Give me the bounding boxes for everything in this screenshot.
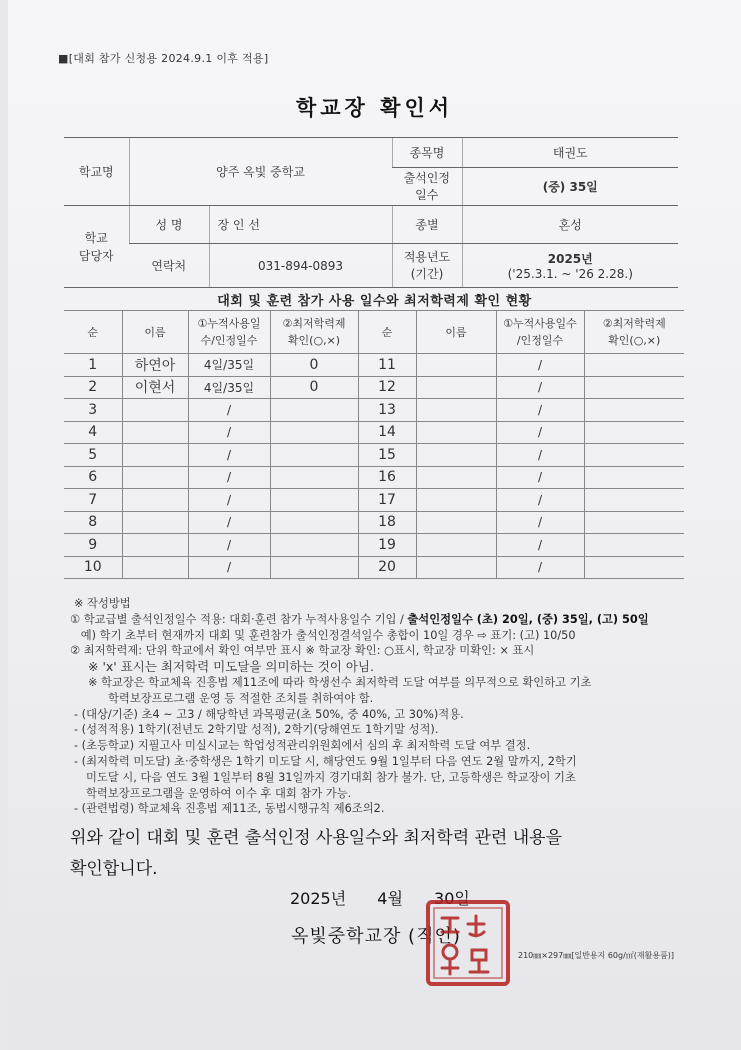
row-no: 10 bbox=[64, 556, 122, 579]
header-no-right: 순 bbox=[358, 311, 416, 354]
row-name bbox=[122, 511, 188, 534]
row-days: / bbox=[188, 489, 270, 512]
row-no: 3 bbox=[64, 399, 122, 422]
row-name bbox=[416, 489, 496, 512]
row-days: / bbox=[188, 444, 270, 467]
row-days: / bbox=[188, 511, 270, 534]
note-7: - (초등학교) 지필고사 미실시교는 학업성적관리위원회에서 심의 후 최저학력 도달 여부 결정. bbox=[74, 739, 531, 753]
row-days: / bbox=[496, 354, 584, 377]
note-8b: 미도달 시, 다음 연도 3월 1일부터 8월 31일까지 경기대회 참가 불가. 단, 고등학생은 학교장이 기초 bbox=[86, 770, 576, 784]
notes-heading: ※ 작성방법 bbox=[74, 597, 131, 610]
table-header-row bbox=[64, 311, 684, 354]
row-days: / bbox=[188, 421, 270, 444]
year-cell bbox=[462, 244, 678, 288]
row-days: / bbox=[496, 466, 584, 489]
row-days: / bbox=[496, 444, 584, 467]
period-value: ('25.3.1. ~ '26 2.28.) bbox=[507, 267, 633, 281]
table-row bbox=[64, 421, 684, 444]
row-name: 이현서 bbox=[122, 376, 188, 399]
row-name bbox=[122, 489, 188, 512]
row-check bbox=[270, 534, 358, 557]
contact-value: 031-894-0893 bbox=[209, 244, 392, 288]
row-no: 12 bbox=[358, 376, 416, 399]
row-no: 15 bbox=[358, 444, 416, 467]
row-check bbox=[584, 444, 684, 467]
row-check bbox=[584, 399, 684, 422]
row-check bbox=[584, 556, 684, 579]
table-row bbox=[64, 444, 684, 467]
gender-label: 종별 bbox=[392, 206, 462, 244]
paper-spec-footer: 210㎜×297㎜[일반용지 60g/㎡(재활용품)] bbox=[518, 951, 675, 960]
manager-label: 학교 담당자 bbox=[64, 206, 129, 288]
row-check bbox=[584, 489, 684, 512]
sport-label: 종목명 bbox=[392, 138, 462, 168]
note-1a: ① 학교급별 출석인정일수 적용: 대회·훈련 참가 누적사용일수 기입 / bbox=[70, 612, 408, 626]
header-days-left: ①누적사용일 수/인정일수 bbox=[188, 311, 270, 354]
row-no: 16 bbox=[358, 466, 416, 489]
header-check-right: ②최저학력제 확인(○,×) bbox=[584, 311, 684, 354]
date-year: 2025년 bbox=[290, 889, 347, 908]
header-days-right: ①누적사용일수 /인정일수 bbox=[496, 311, 584, 354]
row-name bbox=[416, 534, 496, 557]
row-name bbox=[122, 399, 188, 422]
row-no: 5 bbox=[64, 444, 122, 467]
row-no: 20 bbox=[358, 556, 416, 579]
table-row bbox=[64, 534, 684, 557]
contact-label: 연락처 bbox=[129, 244, 209, 288]
table-row bbox=[64, 466, 684, 489]
row-days: 4일/35일 bbox=[188, 354, 270, 377]
date-day: 30일 bbox=[434, 889, 470, 908]
school-seal-stamp bbox=[424, 898, 512, 988]
note-6: - (성적적용) 1학기(전년도 2학기말 성적), 2학기(당해연도 1학기말 성적). bbox=[74, 723, 439, 737]
confirmation-statement bbox=[70, 823, 562, 885]
row-name bbox=[122, 466, 188, 489]
note-8: - (최저학력 미도달) 초·중학생은 1학기 미도달 시, 해당연도 9월 1일부터 다음 연도 2월 말까지, 2학기 bbox=[74, 754, 577, 768]
row-days: / bbox=[496, 421, 584, 444]
row-check bbox=[584, 376, 684, 399]
row-check: 0 bbox=[270, 354, 358, 377]
table-row bbox=[64, 399, 684, 422]
row-no: 7 bbox=[64, 489, 122, 512]
row-check bbox=[584, 421, 684, 444]
principal-signature: 옥빛중학교장 (직인) bbox=[291, 926, 461, 947]
table-row bbox=[64, 556, 684, 579]
row-name bbox=[416, 376, 496, 399]
row-days: / bbox=[188, 534, 270, 557]
row-days: / bbox=[496, 489, 584, 512]
table-row bbox=[64, 376, 684, 399]
table-row bbox=[64, 489, 684, 512]
document-paper bbox=[8, 0, 741, 1050]
gender-value: 혼성 bbox=[462, 206, 678, 244]
row-check bbox=[270, 466, 358, 489]
row-no: 17 bbox=[358, 489, 416, 512]
note-2: ② 최저학력제: 단위 학교에서 확인 여부만 표시 ※ 학교장 확인: ○표시, 학교장 미확인: × 표시 bbox=[70, 644, 535, 658]
row-check: 0 bbox=[270, 376, 358, 399]
row-check bbox=[584, 354, 684, 377]
note-1-bold: 출석인정일수 (초) 20일, (중) 35일, (고) 50일 bbox=[407, 612, 649, 626]
row-name bbox=[416, 354, 496, 377]
row-check bbox=[270, 399, 358, 422]
row-days: 4일/35일 bbox=[188, 376, 270, 399]
row-name bbox=[122, 534, 188, 557]
row-check bbox=[584, 466, 684, 489]
row-check bbox=[270, 556, 358, 579]
header-name-left: 이름 bbox=[122, 311, 188, 354]
note-4: ※ 학교장은 학교체육 진흥법 제11조에 따라 학생선수 최저학력 도달 여부를 의무적으로 확인하고 기초 bbox=[88, 675, 592, 689]
row-no: 2 bbox=[64, 376, 122, 399]
form-usage-note: ■[대회 참가 신청용 2024.9.1 이후 적용] bbox=[58, 52, 269, 65]
row-days: / bbox=[496, 376, 584, 399]
row-name bbox=[416, 466, 496, 489]
row-no: 11 bbox=[358, 354, 416, 377]
header-name-right: 이름 bbox=[416, 311, 496, 354]
participation-table bbox=[64, 310, 684, 579]
row-check bbox=[270, 444, 358, 467]
manager-name-value: 장 인 선 bbox=[209, 206, 392, 244]
row-name bbox=[122, 556, 188, 579]
note-1c: 예) 학기 초부터 현재까지 대회 및 훈련참가 출석인정결석일수 총합이 10일 경우 ⇨ 표기: (고) 10/50 bbox=[70, 628, 576, 642]
row-no: 19 bbox=[358, 534, 416, 557]
row-days: / bbox=[496, 534, 584, 557]
row-days: / bbox=[496, 556, 584, 579]
header-check-left: ②최저학력제 확인(○,×) bbox=[270, 311, 358, 354]
row-days: / bbox=[188, 466, 270, 489]
row-no: 6 bbox=[64, 466, 122, 489]
sport-value: 태권도 bbox=[462, 138, 678, 168]
row-days: / bbox=[496, 511, 584, 534]
row-check bbox=[270, 489, 358, 512]
row-name bbox=[416, 444, 496, 467]
row-no: 9 bbox=[64, 534, 122, 557]
school-name-label: 학교명 bbox=[64, 138, 129, 206]
row-check bbox=[584, 511, 684, 534]
school-info-table bbox=[64, 137, 678, 288]
status-section-title: 대회 및 훈련 참가 사용 일수와 최저학력제 확인 현황 bbox=[217, 294, 532, 309]
row-no: 1 bbox=[64, 354, 122, 377]
note-5: - (대상/기준) 초4 ~ 고3 / 해당학년 과목평균(초 50%, 중 40%, 고 30%)적용. bbox=[74, 707, 464, 721]
note-3: ※ 'x' 표시는 최저학력 미도달을 의미하는 것이 아님. bbox=[88, 659, 374, 675]
note-4b: 학력보장프로그램 운영 등 적절한 조치를 취하여야 함. bbox=[108, 691, 374, 705]
row-check bbox=[270, 421, 358, 444]
row-name bbox=[122, 444, 188, 467]
table-body bbox=[64, 354, 684, 579]
row-no: 13 bbox=[358, 399, 416, 422]
manager-name-label: 성 명 bbox=[129, 206, 209, 244]
confirmation-line-1: 위와 같이 대회 및 훈련 출석인정 사용일수와 최저학력 관련 내용을 bbox=[70, 828, 563, 848]
note-8c: 학력보장프로그램을 운영하여 이수 후 대회 참가 가능. bbox=[86, 786, 352, 800]
row-name bbox=[416, 556, 496, 579]
row-days: / bbox=[188, 399, 270, 422]
school-name-value: 양주 옥빛 중학교 bbox=[129, 138, 392, 206]
date-month: 4월 bbox=[377, 889, 403, 908]
attendance-days-value: (중) 35일 bbox=[462, 168, 678, 206]
header-no-left: 순 bbox=[64, 311, 122, 354]
row-name bbox=[122, 421, 188, 444]
table-row bbox=[64, 354, 684, 377]
row-name bbox=[416, 421, 496, 444]
attendance-days-label: 출석인정 일수 bbox=[392, 168, 462, 206]
year-label: 적용년도 (기간) bbox=[392, 244, 462, 288]
writing-instructions bbox=[70, 596, 700, 817]
row-check bbox=[584, 534, 684, 557]
table-row bbox=[64, 511, 684, 534]
row-days: / bbox=[496, 399, 584, 422]
document-title: 학교장 확인서 bbox=[295, 96, 454, 120]
row-no: 18 bbox=[358, 511, 416, 534]
confirmation-line-2: 확인합니다. bbox=[70, 859, 158, 879]
note-9: - (관련법령) 학교체육 진흥법 제11조, 동법시행규칙 제6조의2. bbox=[74, 802, 385, 816]
row-name bbox=[416, 399, 496, 422]
row-name bbox=[416, 511, 496, 534]
row-no: 14 bbox=[358, 421, 416, 444]
row-check bbox=[270, 511, 358, 534]
row-no: 4 bbox=[64, 421, 122, 444]
year-value: 2025년 bbox=[547, 252, 593, 266]
row-name: 하연아 bbox=[122, 354, 188, 377]
row-days: / bbox=[188, 556, 270, 579]
row-no: 8 bbox=[64, 511, 122, 534]
